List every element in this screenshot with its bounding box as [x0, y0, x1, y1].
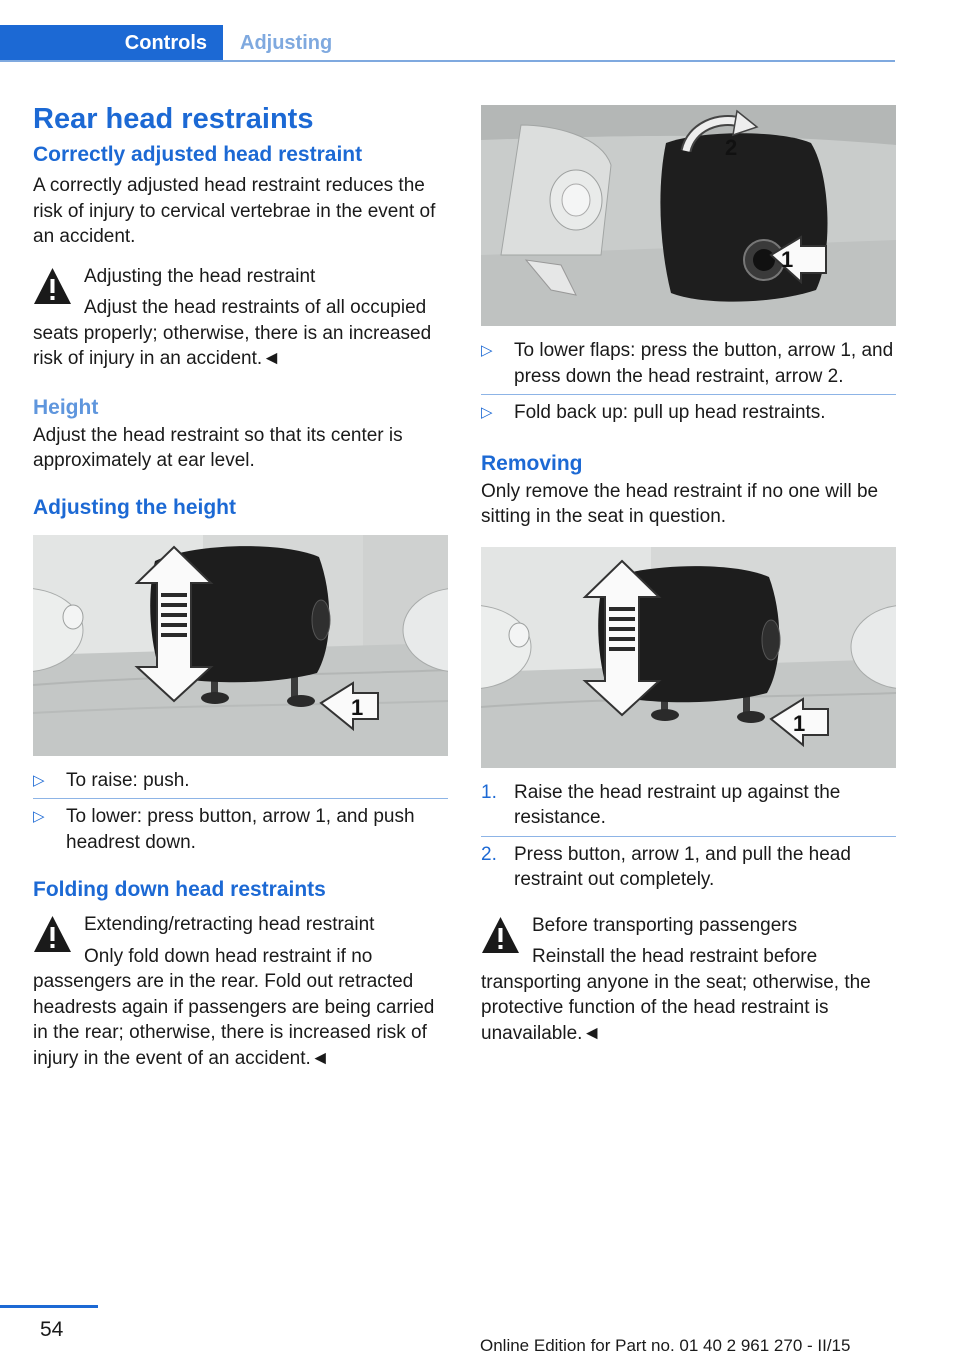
page-number: 54: [40, 1318, 64, 1341]
warning-body: Only fold down head restraint if no passengers are in the rear. Fold out retracted headrests again if passengers are being carried in the rear; otherwise, there is increased risk of injury in the event of an accident.◄: [33, 945, 435, 1069]
figure-fold-down: [481, 105, 896, 326]
warning-adjusting: [33, 264, 448, 372]
edition-note: Online Edition for Part no. 01 40 2 961 270 - II/15: [480, 1336, 851, 1355]
page-title: Rear head restraints: [33, 103, 314, 135]
warning-before-transporting: [481, 913, 896, 1047]
warning-title: Before transporting passengers: [532, 914, 798, 936]
list-item: ▷ To lower flaps: press the button, arrow 1, and press down the head restraint, arrow 2.: [481, 340, 894, 387]
warning-body: Adjust the head restraints of all occupied seats properly; otherwise, there is an increased risk of injury in an accident.◄: [33, 297, 432, 369]
header-divider: [0, 60, 895, 62]
list-item: 1. Raise the head restraint up against the resistance.: [481, 781, 841, 828]
list-divider: [481, 394, 896, 395]
headrest-remove-illustration: [481, 547, 896, 768]
section-text-correctly-adjusted: A correctly adjusted head restraint reduces the risk of injury to cervical vertebrae in the event of an accident.: [33, 175, 436, 247]
section-heading-removing: Removing: [481, 451, 583, 475]
footer-line: [0, 1305, 98, 1308]
figure-label-1: 1: [781, 247, 794, 272]
list-item: 2. Press button, arrow 1, and pull the head restraint out completely.: [481, 843, 851, 890]
section-text-removing: Only remove the head restraint if no one will be sitting in the seat in question.: [481, 480, 879, 527]
warning-triangle-icon: [32, 914, 73, 954]
removing-steps: [481, 780, 896, 893]
left-column: [33, 100, 448, 1071]
headrest-fold-illustration: [481, 105, 896, 326]
tab-adjusting[interactable]: Adjusting: [240, 32, 333, 54]
section-heading-adjusting-height: Adjusting the height: [33, 495, 236, 519]
figure-label-2: 2: [725, 135, 738, 160]
section-heading-correctly-adjusted: Correctly adjusted head restraint: [33, 143, 363, 166]
triangle-bullet-icon: ▷: [481, 404, 493, 421]
triangle-bullet-icon: ▷: [481, 342, 493, 359]
height-list: [33, 768, 448, 856]
section-text-height: Adjust the head restraint so that its center is approximately at ear level.: [33, 424, 403, 471]
warning-title: Adjusting the head restraint: [84, 265, 316, 287]
warning-body: Reinstall the head restraint before transporting anyone in the seat; otherwise, the protective function of the head restraint is unavailable.◄: [481, 946, 871, 1044]
figure-adjust-height: [33, 535, 448, 756]
right-column: [481, 105, 896, 1046]
warning-triangle-icon: [32, 266, 73, 306]
tab-controls[interactable]: Controls: [0, 25, 223, 61]
header-bar: [0, 25, 895, 62]
list-divider: [33, 798, 448, 799]
figure-label-1: 1: [793, 710, 806, 736]
section-heading-folding-down: Folding down head restraints: [33, 878, 326, 901]
warning-extending: [33, 912, 448, 1071]
headrest-height-illustration: [33, 535, 448, 756]
triangle-bullet-icon: ▷: [33, 808, 45, 825]
warning-title: Extending/retracting head restraint: [84, 914, 375, 935]
figure-removing: [481, 547, 896, 768]
section-heading-height: Height: [33, 395, 99, 419]
list-item: ▷ To lower: press button, arrow 1, and push headrest down.: [33, 806, 415, 853]
warning-triangle-icon: [480, 915, 521, 955]
fold-list: [481, 338, 896, 426]
figure-label-1: 1: [351, 694, 364, 720]
list-item: ▷ To raise: push.: [33, 768, 448, 794]
list-divider: [481, 836, 896, 837]
list-item: ▷ Fold back up: pull up head restraints.: [481, 400, 896, 426]
triangle-bullet-icon: ▷: [33, 771, 45, 789]
